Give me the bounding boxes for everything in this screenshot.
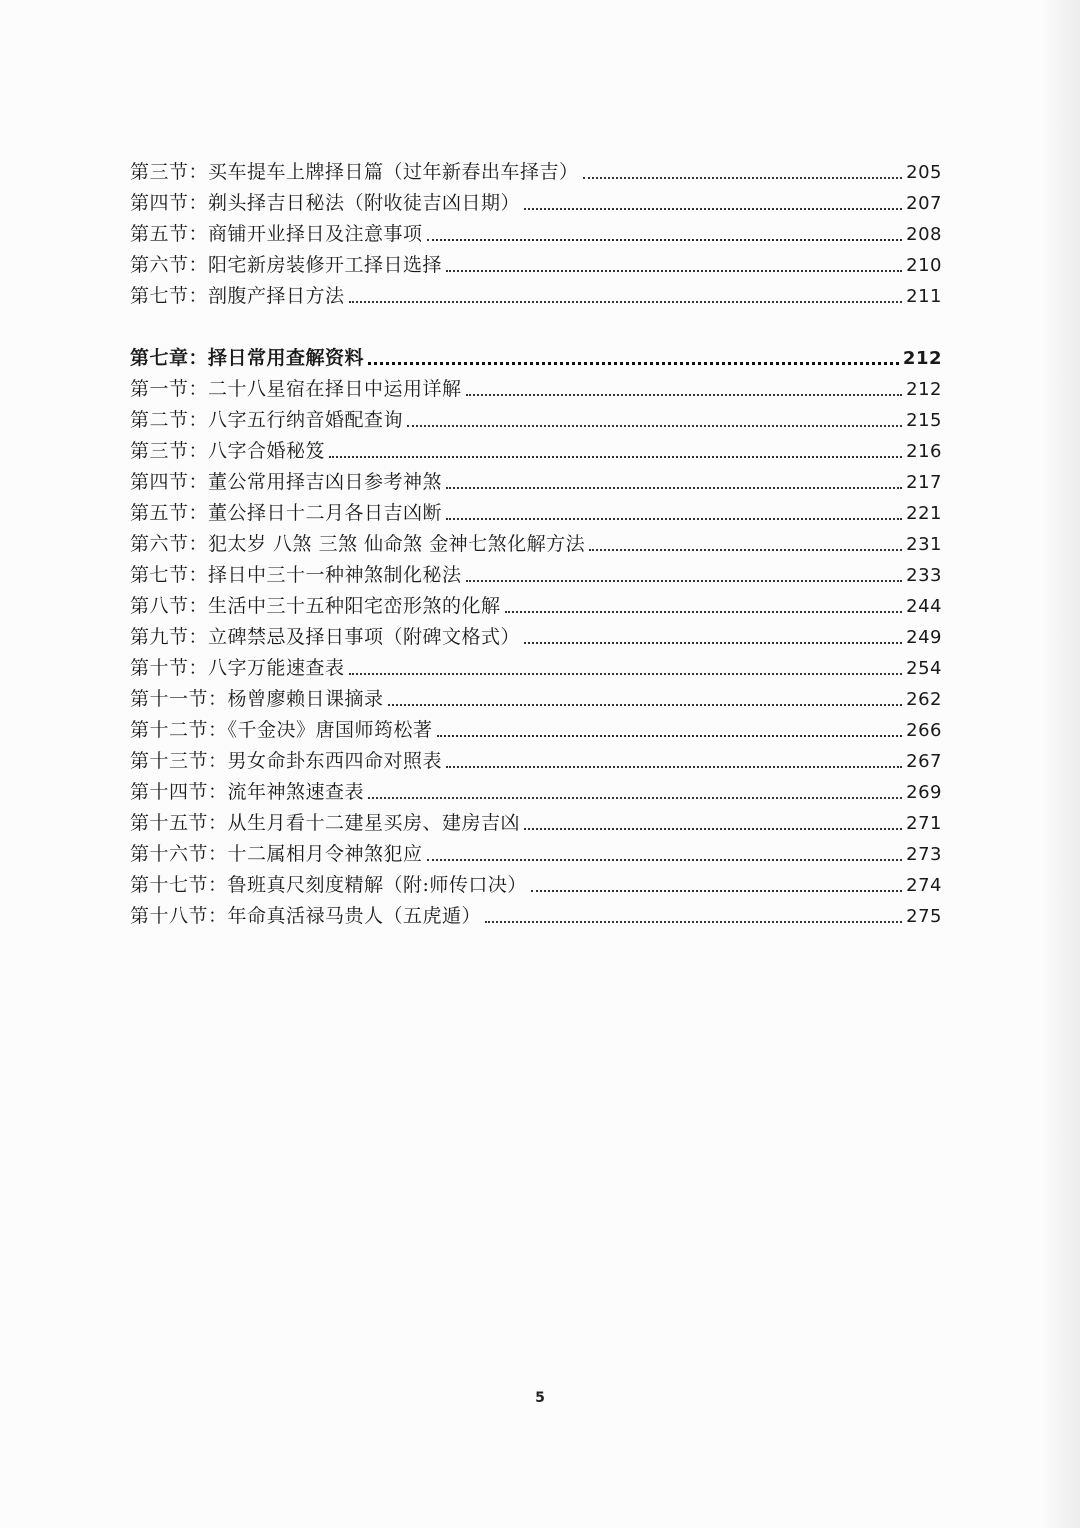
toc-entry-title: 第十七节：鲁班真尺刻度精解（附:师传口决）: [130, 874, 527, 896]
dot-leader: [349, 673, 903, 675]
toc-chapter-title: 第七章：择日常用查解资料: [130, 347, 365, 369]
toc-entry-title: 第四节：董公常用择吉凶日参考神煞: [130, 471, 443, 493]
dot-leader: [368, 797, 902, 799]
toc-entry-page: 211: [906, 286, 942, 307]
toc-entry-title: 第十二节：《千金决》唐国师筠松著: [130, 719, 433, 741]
dot-leader: [583, 177, 903, 179]
toc-entry-page: 221: [906, 503, 942, 524]
toc-entry-title: 第四节：剃头择吉日秘法（附收徒吉凶日期）: [130, 192, 521, 214]
toc-entry-page: 215: [906, 410, 942, 431]
toc-entry-page: 233: [906, 565, 942, 586]
toc-entry-page: 275: [906, 906, 942, 927]
dot-leader: [466, 580, 903, 582]
toc-entry-row[interactable]: [130, 901, 942, 932]
toc-entry-title: 第十五节：从生月看十二建星买房、建房吉凶: [130, 812, 521, 834]
dot-leader: [437, 735, 903, 737]
toc-entry-page: 271: [906, 813, 942, 834]
dot-leader: [524, 828, 902, 830]
toc-entry-row[interactable]: [130, 467, 942, 498]
dot-leader: [466, 394, 903, 396]
dot-leader: [524, 642, 902, 644]
toc-entry-title: 第五节：董公择日十二月各日吉凶断: [130, 502, 443, 524]
toc-entry-row[interactable]: [130, 405, 942, 436]
toc-entry-title: 第八节：生活中三十五种阳宅峦形煞的化解: [130, 595, 501, 617]
dot-leader: [407, 425, 902, 427]
page-number: 5: [535, 1390, 545, 1406]
toc-entry-title: 第十节：八字万能速查表: [130, 657, 345, 679]
toc-entry-title: 第二节：八字五行纳音婚配查询: [130, 409, 404, 431]
toc-entry-row[interactable]: [130, 653, 942, 684]
toc-entry-title: 第十八节：年命真活禄马贵人（五虎遁）: [130, 905, 482, 927]
toc-entry-row[interactable]: [130, 250, 942, 281]
toc-entry-title: 第十六节：十二属相月令神煞犯应: [130, 843, 423, 865]
table-of-contents: [130, 157, 942, 932]
toc-entry-page: 212: [906, 379, 942, 400]
toc-entry-row[interactable]: [130, 746, 942, 777]
dot-leader: [349, 301, 903, 303]
toc-chapter-block: [130, 343, 942, 374]
toc-entry-row[interactable]: [130, 498, 942, 529]
toc-entry-row[interactable]: [130, 839, 942, 870]
toc-entry-page: 269: [906, 782, 942, 803]
toc-entry-page: 208: [906, 224, 942, 245]
dot-leader: [368, 362, 899, 365]
toc-entry-title: 第十一节：杨曾廖赖日课摘录: [130, 688, 384, 710]
toc-entry-page: 267: [906, 751, 942, 772]
dot-leader: [446, 487, 902, 489]
dot-leader: [427, 239, 903, 241]
toc-entry-title: 第七节：择日中三十一种神煞制化秘法: [130, 564, 462, 586]
toc-entry-title: 第三节：八字合婚秘笈: [130, 440, 326, 462]
dot-leader: [589, 549, 902, 551]
toc-entry-title: 第六节：犯太岁 八煞 三煞 仙命煞 金神七煞化解方法: [130, 533, 586, 555]
toc-entry-title: 第一节：二十八星宿在择日中运用详解: [130, 378, 462, 400]
toc-entry-page: 231: [906, 534, 942, 555]
toc-entry-page: 217: [906, 472, 942, 493]
toc-entry-title: 第七节：剖腹产择日方法: [130, 285, 345, 307]
dot-leader: [329, 456, 902, 458]
toc-entry-title: 第六节：阳宅新房装修开工择日选择: [130, 254, 443, 276]
toc-entry-title: 第五节：商铺开业择日及注意事项: [130, 223, 423, 245]
toc-entry-row[interactable]: [130, 808, 942, 839]
toc-entry-title: 第十三节：男女命卦东西四命对照表: [130, 750, 443, 772]
toc-entry-title: 第十四节：流年神煞速查表: [130, 781, 365, 803]
toc-entry-row[interactable]: [130, 436, 942, 467]
toc-entry-page: 262: [906, 689, 942, 710]
toc-entry-page: 210: [906, 255, 942, 276]
toc-entry-title: 第九节：立碑禁忌及择日事项（附碑文格式）: [130, 626, 521, 648]
toc-chapter-page: 212: [902, 348, 942, 369]
toc-entry-page: 207: [906, 193, 942, 214]
toc-entry-title: 第三节：买车提车上牌择日篇（过年新春出车择吉）: [130, 161, 579, 183]
toc-entry-page: 266: [906, 720, 942, 741]
dot-leader: [427, 859, 903, 861]
toc-entry-row[interactable]: [130, 591, 942, 622]
dot-leader: [485, 921, 902, 923]
toc-entry-row[interactable]: [130, 777, 942, 808]
dot-leader: [505, 611, 903, 613]
toc-entry-row[interactable]: [130, 157, 942, 188]
toc-entry-row[interactable]: [130, 188, 942, 219]
toc-entry-row[interactable]: [130, 281, 942, 312]
dot-leader: [388, 704, 903, 706]
toc-entry-row[interactable]: [130, 560, 942, 591]
toc-entry-page: 205: [906, 162, 942, 183]
toc-entry-row[interactable]: [130, 715, 942, 746]
dot-leader: [446, 518, 902, 520]
toc-section-block: [130, 374, 942, 932]
dot-leader: [446, 766, 902, 768]
toc-entry-page: 254: [906, 658, 942, 679]
scan-edge-shade: [1040, 0, 1080, 1528]
toc-entry-row[interactable]: [130, 684, 942, 715]
dot-leader: [446, 270, 902, 272]
toc-entry-page: 249: [906, 627, 942, 648]
toc-entry-row[interactable]: [130, 219, 942, 250]
toc-entry-row[interactable]: [130, 622, 942, 653]
toc-entry-page: 273: [906, 844, 942, 865]
dot-leader: [531, 890, 902, 892]
toc-chapter-row[interactable]: [130, 343, 942, 374]
toc-entry-row[interactable]: [130, 374, 942, 405]
toc-entry-row[interactable]: [130, 870, 942, 901]
toc-section-block: [130, 157, 942, 312]
dot-leader: [524, 208, 902, 210]
toc-entry-row[interactable]: [130, 529, 942, 560]
toc-entry-page: 274: [906, 875, 942, 896]
toc-entry-page: 216: [906, 441, 942, 462]
toc-entry-page: 244: [906, 596, 942, 617]
